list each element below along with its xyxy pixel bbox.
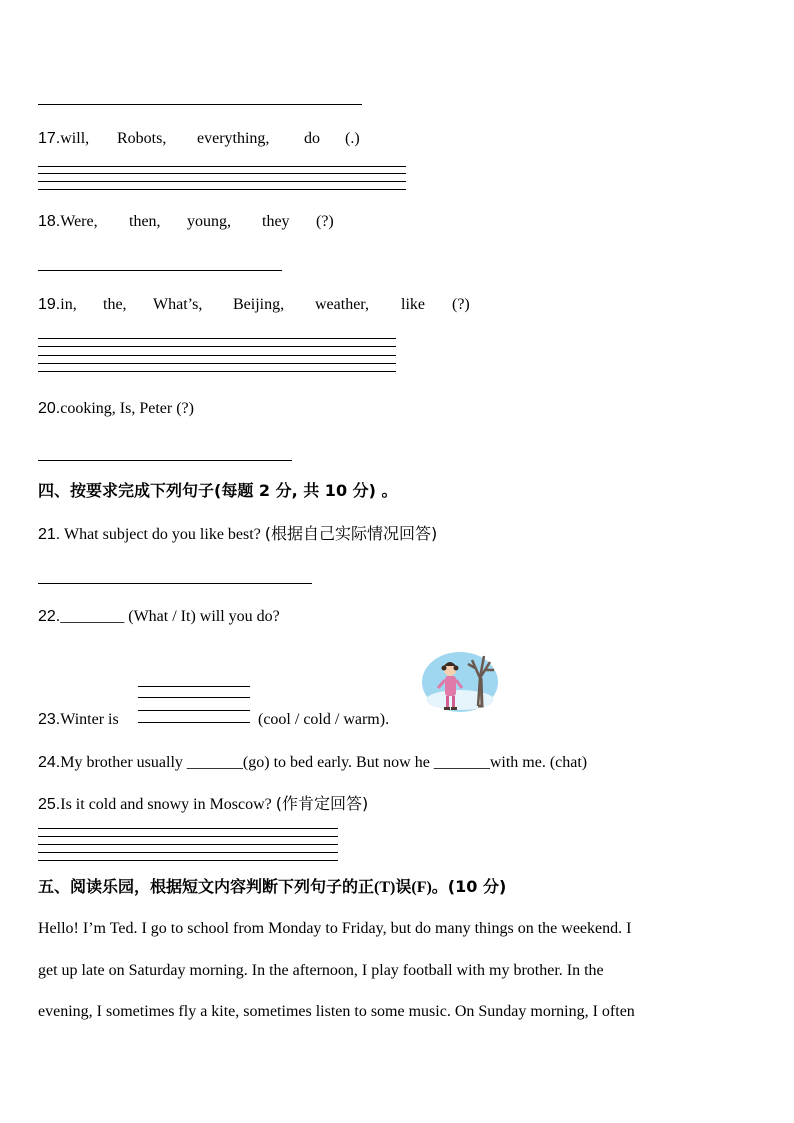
- answer-line[interactable]: [38, 860, 338, 861]
- word: young,: [187, 213, 231, 230]
- answer-line[interactable]: [138, 686, 250, 687]
- question-17: [38, 129, 89, 149]
- word: Were,: [60, 213, 98, 230]
- answer-line[interactable]: [38, 270, 282, 271]
- question-hint: (作肯定回答): [275, 794, 369, 813]
- word: do: [304, 130, 320, 147]
- question-23: [38, 710, 119, 730]
- question-text: (What / It) will you do?: [124, 608, 280, 625]
- answer-line[interactable]: [38, 173, 406, 174]
- question-22: [38, 607, 280, 627]
- word: What’s,: [153, 296, 203, 313]
- question-number: 23.: [38, 711, 61, 728]
- answer-line[interactable]: [38, 346, 396, 347]
- word: Beijing,: [233, 296, 285, 313]
- passage-line: get up late on Saturday morning. In the afternoon, I play football with my brother. In the: [38, 962, 604, 979]
- passage-line: Hello! I’m Ted. I go to school from Monday to Friday, but do many things on the weekend. I: [38, 920, 632, 937]
- question-text: with me. (chat): [489, 754, 588, 771]
- heading-text: 误: [395, 877, 412, 896]
- answer-line[interactable]: [38, 189, 406, 190]
- answer-line[interactable]: [38, 844, 338, 845]
- question-number: 19.: [38, 296, 61, 313]
- question-number: 21.: [38, 526, 61, 543]
- question-number: 22.: [38, 608, 61, 625]
- answer-line[interactable]: [138, 710, 250, 711]
- heading-text: (F): [411, 879, 432, 896]
- question-25: [38, 794, 368, 815]
- question-text: Winter is: [60, 711, 119, 728]
- question-text: Is it cold and snowy in Moscow?: [60, 796, 276, 813]
- fill-blank[interactable]: _______: [186, 754, 243, 771]
- answer-line[interactable]: [38, 371, 396, 372]
- word: the,: [103, 296, 127, 313]
- question-number: 18.: [38, 213, 61, 230]
- fill-blank[interactable]: ________: [60, 608, 125, 625]
- question-text: What subject do you like best?: [60, 526, 265, 543]
- girl-winter-tree-illustration: [420, 648, 500, 718]
- answer-line[interactable]: [38, 583, 312, 584]
- question-number: 25.: [38, 796, 61, 813]
- answer-line[interactable]: [38, 836, 338, 837]
- word: will,: [60, 130, 90, 147]
- answer-line[interactable]: [38, 355, 396, 356]
- question-20: [38, 399, 194, 419]
- word: like: [401, 296, 425, 313]
- answer-line[interactable]: [38, 181, 406, 182]
- heading-text: 。(10 分): [431, 877, 507, 896]
- question-19: [38, 295, 77, 315]
- word: in,: [60, 296, 77, 313]
- question-text: My brother usually: [60, 754, 187, 771]
- answer-line[interactable]: [38, 166, 406, 167]
- word: (?): [316, 213, 334, 230]
- heading-text: (T): [374, 879, 396, 896]
- question-24: [38, 753, 587, 773]
- answer-line[interactable]: [38, 104, 362, 105]
- answer-line[interactable]: [38, 363, 396, 364]
- section-heading: 四、按要求完成下列句子(每题 2 分, 共 10 分) 。: [38, 481, 398, 500]
- word: then,: [129, 213, 161, 230]
- word: Robots,: [117, 130, 167, 147]
- section-heading: [38, 877, 506, 898]
- heading-text: 五、阅读乐园，根据短文内容判断下列句子的正: [38, 877, 375, 896]
- question-number: 17.: [38, 130, 61, 147]
- fill-blank[interactable]: _______: [433, 754, 490, 771]
- answer-line[interactable]: [138, 697, 250, 698]
- question-21: [38, 524, 437, 545]
- question-options: (cool / cold / warm).: [258, 711, 390, 728]
- question-18: [38, 212, 98, 232]
- word: (.): [345, 130, 360, 147]
- answer-line[interactable]: [38, 460, 292, 461]
- question-text: (go) to bed early. But now he: [242, 754, 434, 771]
- question-number: 24.: [38, 754, 61, 771]
- word: they: [262, 213, 290, 230]
- answer-line[interactable]: [138, 722, 250, 723]
- word: (?): [452, 296, 470, 313]
- answer-line[interactable]: [38, 828, 338, 829]
- passage-line: evening, I sometimes fly a kite, sometimes listen to some music. On Sunday morning, I often: [38, 1003, 635, 1020]
- word: weather,: [315, 296, 369, 313]
- question-hint: (根据自己实际情况回答): [264, 524, 438, 543]
- word: everything,: [197, 130, 270, 147]
- question-number: 20.: [38, 400, 61, 417]
- answer-line[interactable]: [38, 338, 396, 339]
- question-text: cooking, Is, Peter (?): [60, 400, 194, 417]
- answer-line[interactable]: [38, 852, 338, 853]
